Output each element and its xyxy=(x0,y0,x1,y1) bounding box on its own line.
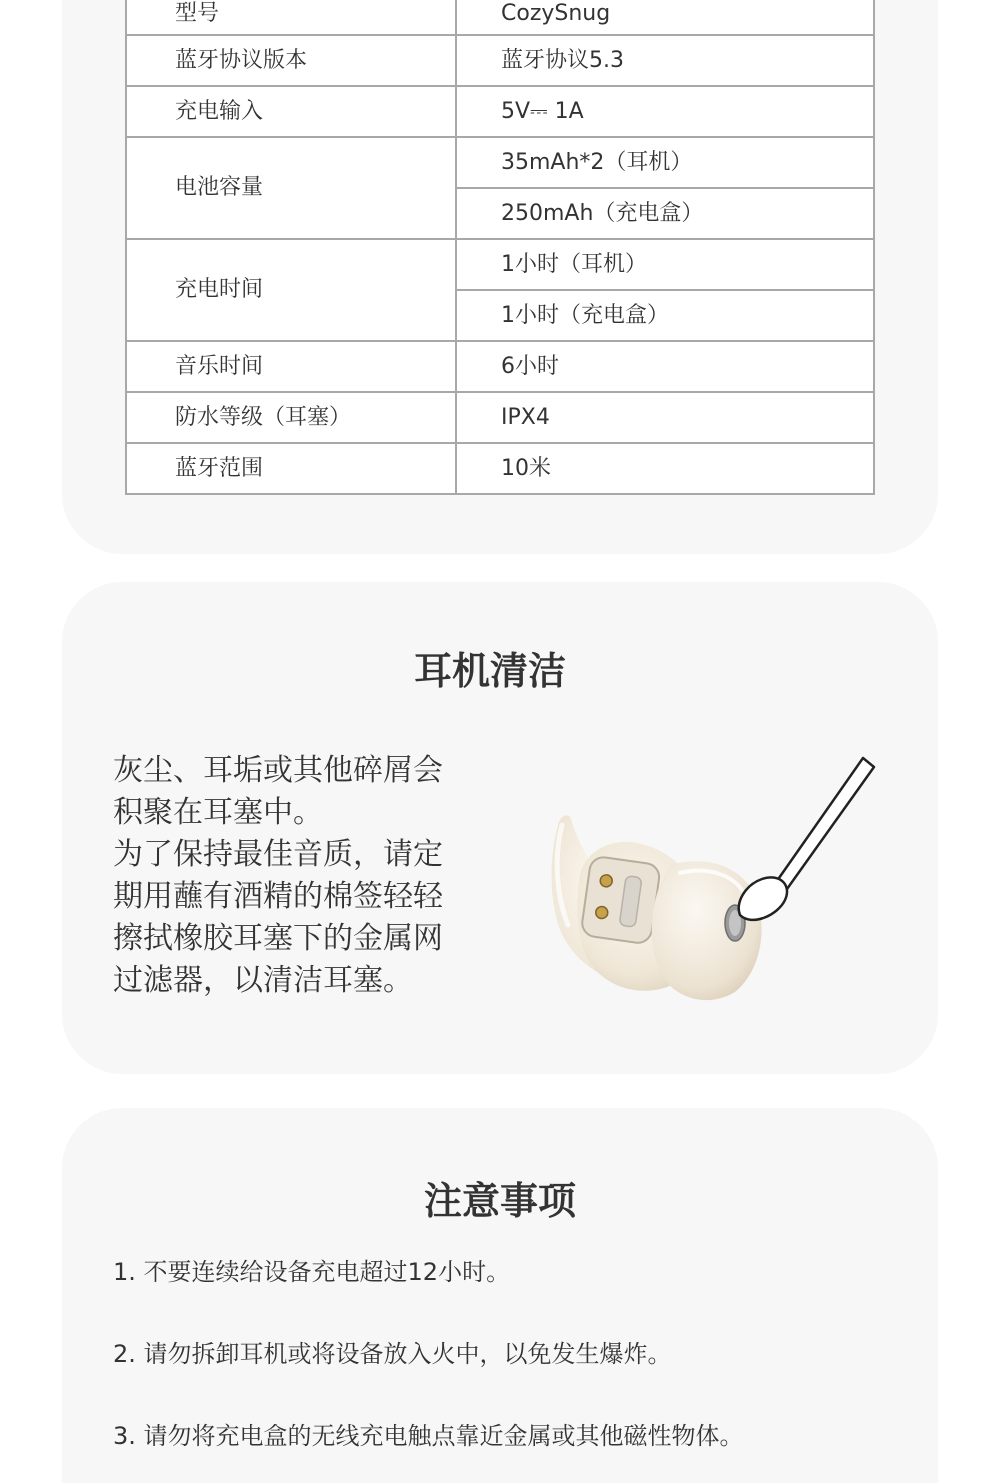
spec-row-battery xyxy=(126,137,874,188)
spec-value: 250mAh（充电盒） xyxy=(456,188,874,239)
spec-row-bluetooth-version xyxy=(126,35,874,86)
spec-table xyxy=(125,0,875,495)
spec-value: 1小时（充电盒） xyxy=(456,290,874,341)
cleaning-line: 积聚在耳塞中。 xyxy=(113,795,323,830)
spec-row-waterproof xyxy=(126,392,874,443)
cleaning-line: 为了保持最佳音质，请定 xyxy=(113,837,443,872)
earbud-cleaning-illustration xyxy=(530,755,890,1015)
spec-value: 35mAh*2（耳机） xyxy=(456,137,874,188)
spec-row-model xyxy=(126,0,874,35)
ear-tip xyxy=(652,861,762,1000)
spec-key: 充电时间 xyxy=(126,239,456,341)
list-item: 3. 请勿将充电盒的无线充电触点靠近金属或其他磁性物体。 xyxy=(113,1422,744,1450)
cleaning-line: 擦拭橡胶耳塞下的金属网 xyxy=(113,921,443,956)
spec-value: 6小时 xyxy=(456,341,874,392)
spec-key: 型号 xyxy=(126,0,456,35)
spec-row-music-time xyxy=(126,341,874,392)
spec-row-charging-input xyxy=(126,86,874,137)
charging-contacts xyxy=(580,856,660,945)
spec-value: IPX4 xyxy=(456,392,874,443)
spec-value: 10米 xyxy=(456,443,874,494)
spec-value: 1小时（耳机） xyxy=(456,239,874,290)
spec-row-bluetooth-range xyxy=(126,443,874,494)
cleaning-line: 期用蘸有酒精的棉签轻轻 xyxy=(113,879,443,914)
cleaning-description xyxy=(113,750,473,1002)
spec-value: CozySnug xyxy=(456,0,874,35)
list-item: 1. 不要连续给设备充电超过12小时。 xyxy=(113,1258,511,1286)
spec-key: 电池容量 xyxy=(126,137,456,239)
spec-key: 音乐时间 xyxy=(126,341,456,392)
cleaning-title: 耳机清洁 xyxy=(413,649,566,693)
cotton-swab-icon xyxy=(739,758,874,920)
cleaning-line: 灰尘、耳垢或其他碎屑会 xyxy=(113,753,443,788)
notes-title: 注意事项 xyxy=(423,1179,576,1223)
spec-key: 蓝牙范围 xyxy=(126,443,456,494)
spec-value: 5V⎓ 1A xyxy=(456,86,874,137)
spec-key: 防水等级（耳塞） xyxy=(126,392,456,443)
spec-key: 蓝牙协议版本 xyxy=(126,35,456,86)
notes-list xyxy=(113,1256,913,1483)
list-item: 2. 请勿拆卸耳机或将设备放入火中，以免发生爆炸。 xyxy=(113,1340,672,1368)
spec-row-charging-time xyxy=(126,239,874,290)
cleaning-line: 过滤器，以清洁耳塞。 xyxy=(113,963,413,998)
spec-key: 充电输入 xyxy=(126,86,456,137)
spec-value: 蓝牙协议5.3 xyxy=(456,35,874,86)
